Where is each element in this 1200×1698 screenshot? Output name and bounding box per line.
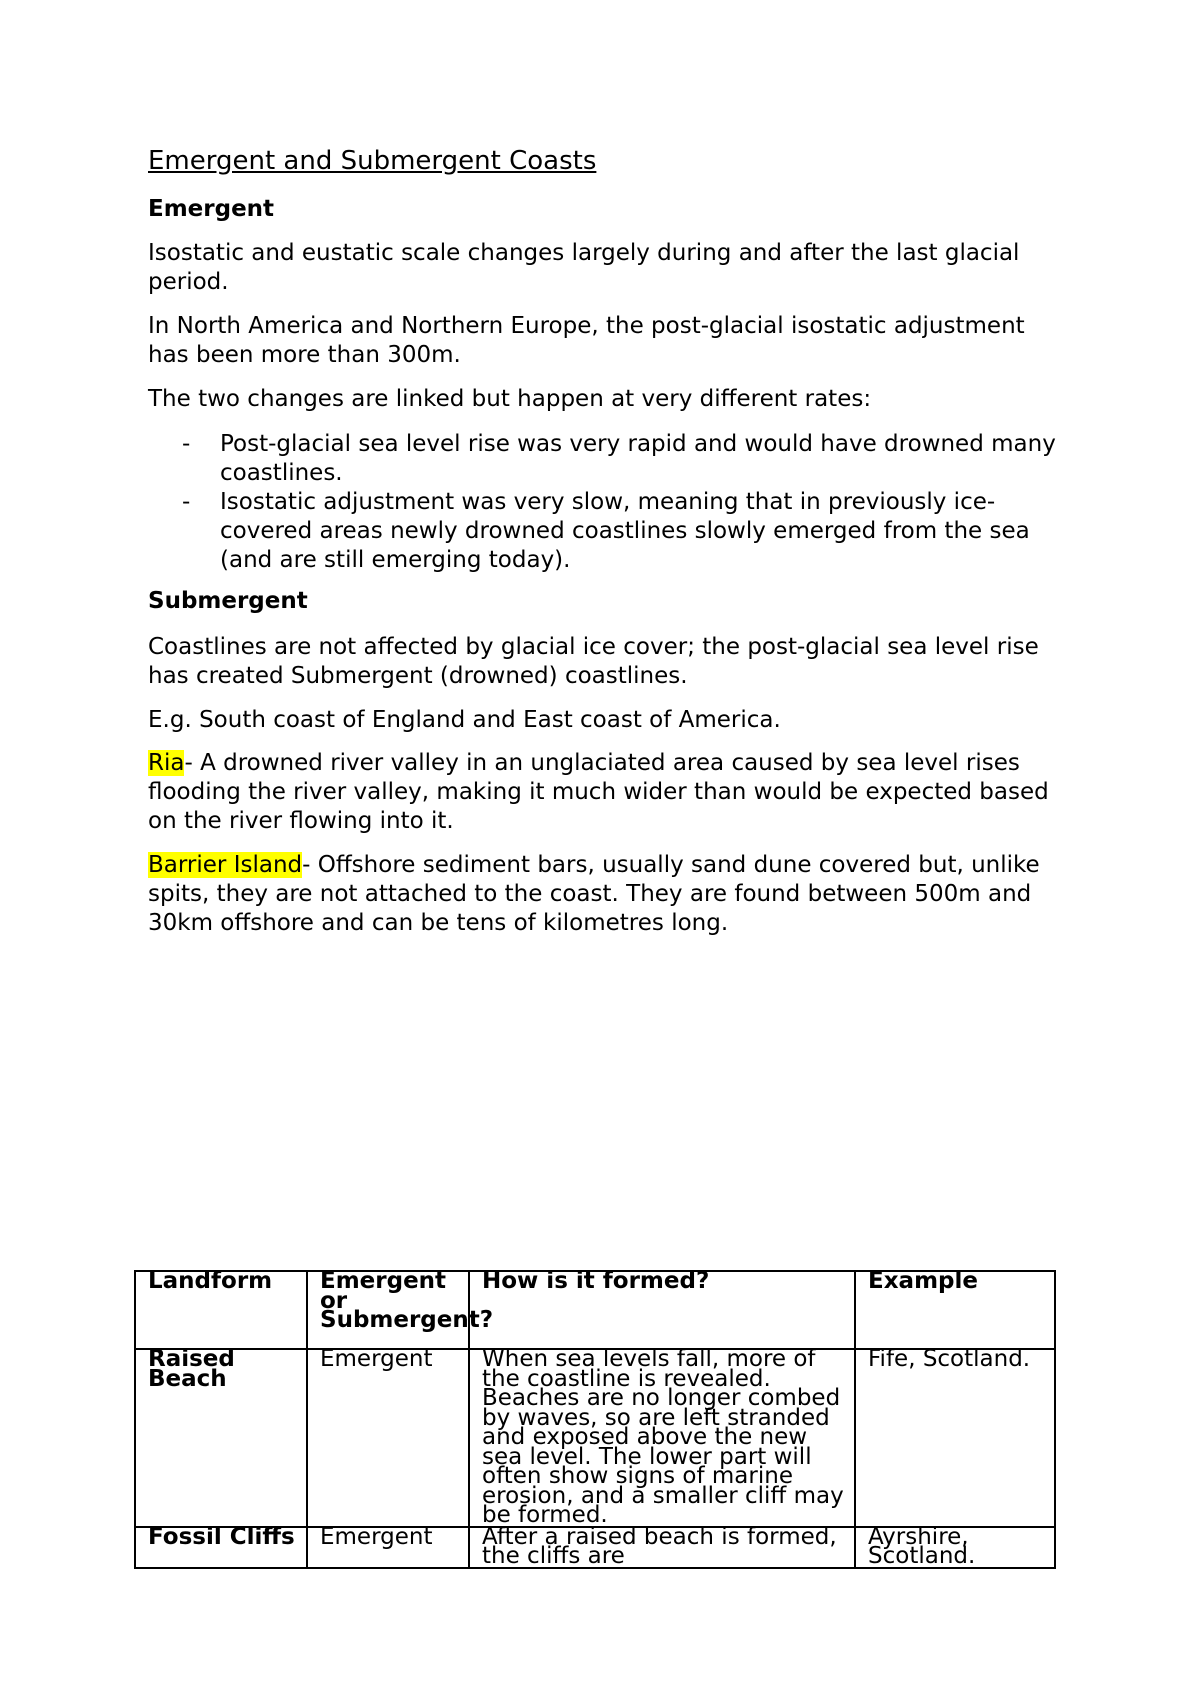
ria-definition <box>148 749 1068 836</box>
submergent-paragraph-2: E.g. South coast of England and East coast of America. <box>148 707 781 733</box>
dash-bullet-icon: - <box>182 489 191 515</box>
cell-formed: When sea levels fall, more of the coastline is revealed. Beaches are no longer combed by waves, so are left stranded and exposed above the new sea level. The lower part will often show signs of marine erosion, and a smaller cliff may be formed. <box>469 1349 855 1527</box>
barrier-island-definition <box>148 851 1068 938</box>
table-row <box>135 1527 1055 1568</box>
cell-formed: After a raised beach is formed, the cliffs are <box>469 1527 855 1568</box>
ria-term: Ria <box>148 750 185 776</box>
bullet-text: Isostatic adjustment was very slow, meaning that in previously ice-covered areas newly drowned coastlines slowly emerged from the sea (and are still emerging today). <box>220 489 1030 573</box>
emergent-bullet-list <box>148 430 1068 575</box>
table-header-row <box>135 1271 1055 1349</box>
emergent-paragraph-1: Isostatic and eustatic scale changes largely during and after the last glacial period. <box>148 240 1020 295</box>
document-title: Emergent and Submergent Coasts <box>148 146 597 176</box>
cell-example: Fife, Scotland. <box>855 1349 1055 1527</box>
landform-table <box>134 1270 1056 1569</box>
barrier-island-text: - Offshore sediment bars, usually sand dune covered but, unlike spits, they are not attached to the coast. They are found between 500m and 30km offshore and can be tens of kilometres long. <box>148 852 1040 936</box>
emergent-heading: Emergent <box>148 196 275 222</box>
bullet-item <box>148 430 1068 488</box>
barrier-island-term: Barrier Island <box>148 852 303 878</box>
dash-bullet-icon: - <box>182 431 191 457</box>
cell-type: Emergent <box>307 1527 469 1568</box>
emergent-paragraph-3: The two changes are linked but happen at very different rates: <box>148 386 872 412</box>
header-emergent-or-submergent: Emergent or Submergent? <box>307 1271 469 1349</box>
table-row <box>135 1349 1055 1527</box>
submergent-heading: Submergent <box>148 588 308 614</box>
bullet-item <box>148 488 1068 575</box>
cell-example: Ayrshire, Scotland. <box>855 1527 1055 1568</box>
header-how-formed: How is it formed? <box>469 1271 855 1349</box>
cell-landform: Fossil Cliffs <box>135 1527 307 1568</box>
header-landform: Landform <box>135 1271 307 1349</box>
cell-landform: Raised Beach <box>135 1349 307 1527</box>
bullet-text: Post-glacial sea level rise was very rapid and would have drowned many coastlines. <box>220 431 1056 486</box>
ria-text: - A drowned river valley in an unglaciated area caused by sea level rises flooding the river valley, making it much wider than would be expected based on the river flowing into it. <box>148 750 1049 834</box>
submergent-paragraph-1: Coastlines are not affected by glacial ice cover; the post-glacial sea level rise has created Submergent (drowned) coastlines. <box>148 634 1039 689</box>
header-example: Example <box>855 1271 1055 1349</box>
cell-type: Emergent <box>307 1349 469 1527</box>
emergent-paragraph-2: In North America and Northern Europe, the post-glacial isostatic adjustment has been more than 300m. <box>148 313 1025 368</box>
